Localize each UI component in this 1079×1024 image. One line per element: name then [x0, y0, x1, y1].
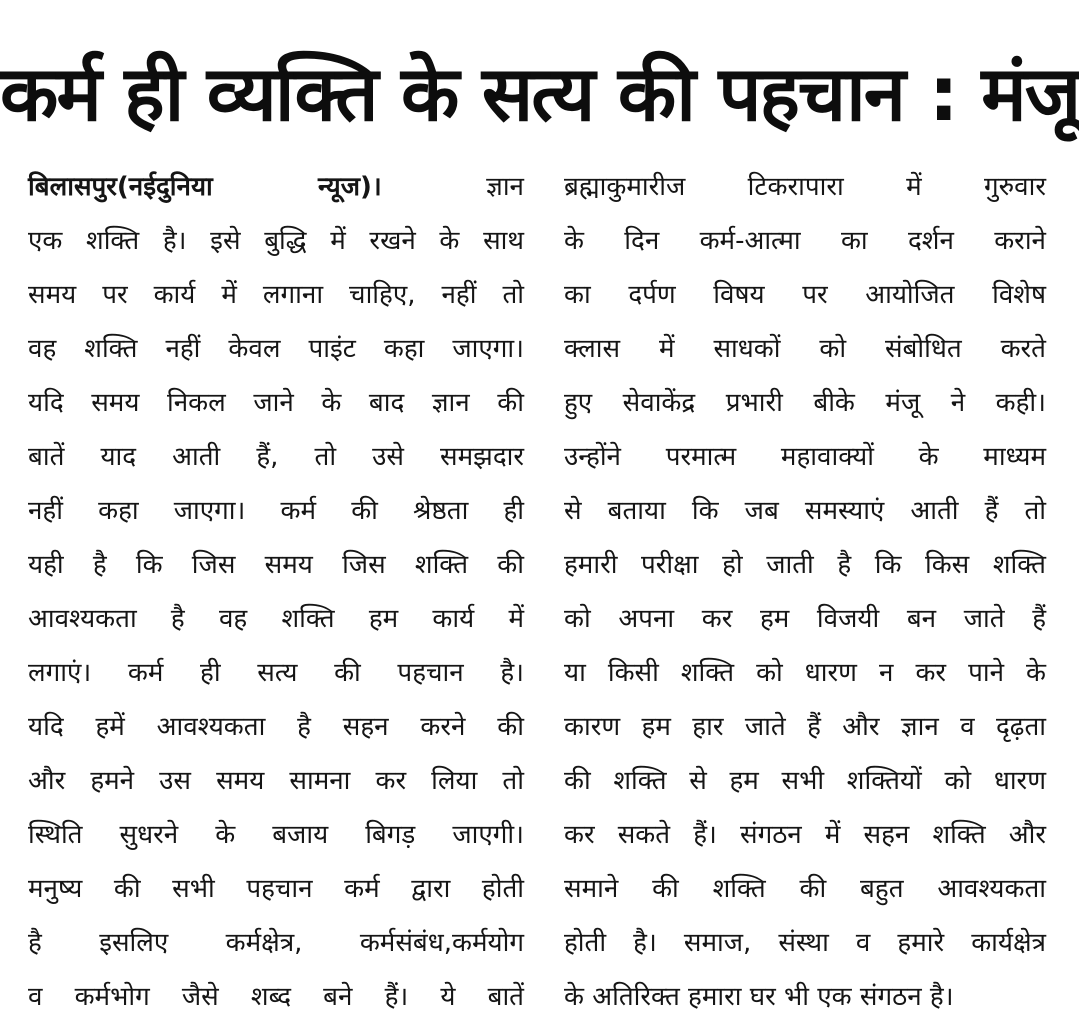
text-line: का दर्पण विषय पर आयोजित विशेष	[564, 280, 1046, 310]
text-line: व कर्मभोग जैसे शब्द बने हैं। ये बातें	[28, 982, 524, 1012]
text-line: यदि हमें आवश्यकता है सहन करने की	[28, 712, 524, 742]
text-line: या किसी शक्ति को धारण न कर पाने के	[564, 658, 1046, 688]
text-line: नहीं कहा जाएगा। कर्म की श्रेष्ठता ही	[28, 496, 524, 526]
text-line: समय पर कार्य में लगाना चाहिए, नहीं तो	[28, 280, 524, 310]
text-line: होती है। समाज, संस्था व हमारे कार्यक्षेत्र	[564, 928, 1046, 958]
text-line: से बताया कि जब समस्याएं आती हैं तो	[564, 496, 1046, 526]
text-line: लगाएं। कर्म ही सत्य की पहचान है।	[28, 658, 524, 688]
text-line: कर सकते हैं। संगठन में सहन शक्ति और	[564, 820, 1046, 850]
text-line: स्थिति सुधरने के बजाय बिगड़ जाएगी।	[28, 820, 524, 850]
text-line: वह शक्ति नहीं केवल पाइंट कहा जाएगा।	[28, 334, 524, 364]
text-line: और हमने उस समय सामना कर लिया तो	[28, 766, 524, 796]
right-column	[564, 160, 1046, 1012]
text-line: मनुष्य की सभी पहचान कर्म द्वारा होती	[28, 874, 524, 904]
text-line: यही है कि जिस समय जिस शक्ति की	[28, 550, 524, 580]
left-column	[28, 160, 524, 1012]
text-line: हुए सेवाकेंद्र प्रभारी बीके मंजू ने कही।	[564, 388, 1046, 418]
text-line: आवश्यकता है वह शक्ति हम कार्य में	[28, 604, 524, 634]
first-line	[28, 160, 524, 214]
text-line: कारण हम हार जाते हैं और ज्ञान व दृढ़ता	[564, 712, 1046, 742]
dateline: बिलासपुर(नईदुनिया न्यूज)।	[28, 172, 382, 202]
text-line: बातें याद आती हैं, तो उसे समझदार	[28, 442, 524, 472]
text-line: को अपना कर हम विजयी बन जाते हैं	[564, 604, 1046, 634]
text-line: की शक्ति से हम सभी शक्तियों को धारण	[564, 766, 1046, 796]
first-line-text: ज्ञान	[486, 172, 524, 202]
text-line: ब्रह्माकुमारीज टिकरापारा में गुरुवार	[564, 172, 1046, 202]
text-line: है इसलिए कर्मक्षेत्र, कर्मसंबंध,कर्मयोग	[28, 928, 524, 958]
text-line: क्लास में साधकों को संबोधित करते	[564, 334, 1046, 364]
text-line: के अतिरिक्त हमारा घर भी एक संगठन है।	[564, 982, 954, 1012]
text-line: हमारी परीक्षा हो जाती है कि किस शक्ति	[564, 550, 1046, 580]
text-line: के दिन कर्म-आत्मा का दर्शन कराने	[564, 226, 1046, 256]
text-line: यदि समय निकल जाने के बाद ज्ञान की	[28, 388, 524, 418]
text-line: एक शक्ति है। इसे बुद्धि में रखने के साथ	[28, 226, 524, 256]
article-headline: कर्म ही व्यक्ति के सत्य की पहचान : मंजू	[0, 49, 1079, 138]
text-line: उन्होंने परमात्म महावाक्यों के माध्यम	[564, 442, 1046, 472]
text-line: समाने की शक्ति की बहुत आवश्यकता	[564, 874, 1046, 904]
